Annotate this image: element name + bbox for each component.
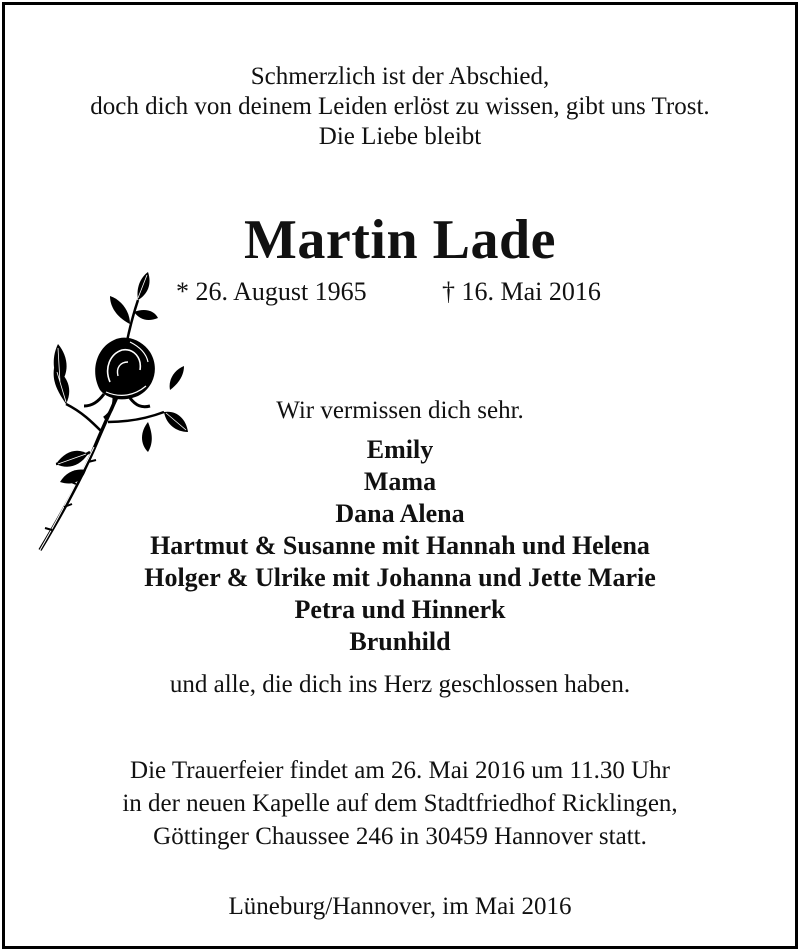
mourners-list [0, 434, 800, 658]
mourner-name: Holger & Ulrike mit Johanna und Jette Marie [144, 563, 656, 592]
mourner-name: Emily [366, 435, 434, 464]
birth-date: * 26. August 1965 [176, 277, 367, 306]
service-line: Göttinger Chaussee 246 in 30459 Hannover statt. [153, 823, 647, 850]
service-line: in der neuen Kapelle auf dem Stadtfriedhof Ricklingen, [122, 790, 678, 817]
place-date: Lüneburg/Hannover, im Mai 2016 [228, 893, 572, 920]
service-line: Die Trauerfeier findet am 26. Mai 2016 um 11.30 Uhr [130, 757, 670, 784]
funeral-service-info [0, 754, 800, 853]
mourner-name: Mama [363, 467, 437, 496]
mourner-name: Brunhild [349, 627, 451, 656]
mourner-name: Hartmut & Susanne mit Hannah und Helena [150, 531, 650, 560]
deceased-name: Martin Lade [244, 209, 556, 271]
intro-verse [0, 62, 800, 152]
all-line: und alle, die dich ins Herz geschlossen haben. [169, 671, 631, 698]
intro-line: doch dich von deinem Leiden erlöst zu wissen, gibt uns Trost. [90, 93, 710, 120]
mourner-name: Petra und Hinnerk [294, 595, 506, 624]
intro-line: Die Liebe bleibt [318, 123, 482, 150]
miss-line: Wir vermissen dich sehr. [276, 397, 524, 424]
death-date: † 16. Mai 2016 [442, 277, 601, 306]
mourner-name: Dana Alena [335, 499, 465, 528]
intro-line: Schmerzlich ist der Abschied, [250, 63, 550, 90]
